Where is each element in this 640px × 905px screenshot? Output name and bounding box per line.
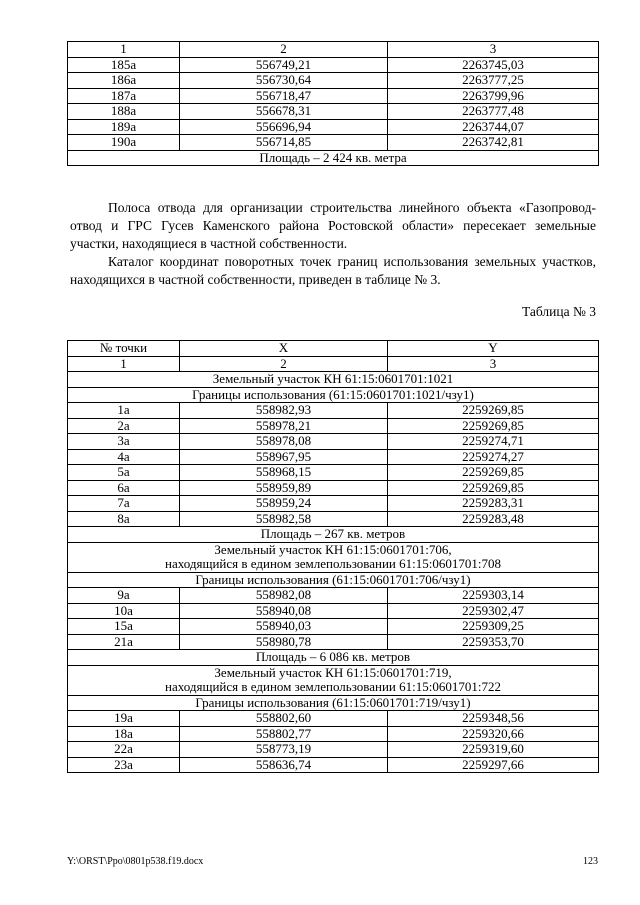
bounds-cell: Границы использования (61:15:0601701:719/чзу1) xyxy=(68,695,599,711)
y-coordinate-cell: 2263777,25 xyxy=(388,73,599,89)
area-cell: Площадь – 6 086 кв. метров xyxy=(68,650,599,666)
section-title: Земельный участок КН 61:15:0601701:719, xyxy=(214,665,452,680)
table-row xyxy=(68,511,599,527)
section-subtitle: находящийся в едином землепользовании 61:15:0601701:708 xyxy=(165,556,501,571)
area-row xyxy=(68,650,599,666)
table-row xyxy=(68,73,599,89)
x-coordinate-cell: 558802,77 xyxy=(180,726,388,742)
point-number-cell: 1а xyxy=(68,403,180,419)
table-row xyxy=(68,588,599,604)
column-number-row xyxy=(68,356,599,372)
footer-page-number: 123 xyxy=(583,856,598,867)
coordinates-table-3-body xyxy=(68,341,599,773)
x-coordinate-cell: 556730,64 xyxy=(180,73,388,89)
section-subtitle: находящийся в едином землепользовании 61:15:0601701:722 xyxy=(165,679,501,694)
x-coordinate-cell: 558773,19 xyxy=(180,742,388,758)
y-coordinate-cell: 2259319,60 xyxy=(388,742,599,758)
paragraph-catalog: Каталог координат поворотных точек границ использования земельных участков, находящихся в частной собственности, приведен в таблице № 3. xyxy=(70,254,596,287)
section-title-cell xyxy=(68,665,599,695)
table-row xyxy=(68,480,599,496)
x-coordinate-cell: 558978,21 xyxy=(180,418,388,434)
point-number-cell: 6а xyxy=(68,480,180,496)
bounds-cell: Границы использования (61:15:0601701:706/чзу1) xyxy=(68,572,599,588)
column-number-cell: 2 xyxy=(180,356,388,372)
bounds-row xyxy=(68,387,599,403)
x-coordinate-cell: 558982,93 xyxy=(180,403,388,419)
y-coordinate-cell: 2259353,70 xyxy=(388,634,599,650)
table-header-row xyxy=(68,341,599,357)
point-number-cell: 7а xyxy=(68,496,180,512)
point-number-cell: 2а xyxy=(68,418,180,434)
bounds-row xyxy=(68,572,599,588)
x-coordinate-cell: 556718,47 xyxy=(180,88,388,104)
header-cell-point-number: № точки xyxy=(68,341,180,357)
header-cell-y: Y xyxy=(388,341,599,357)
point-number-cell: 21а xyxy=(68,634,180,650)
point-number-cell: 8а xyxy=(68,511,180,527)
table-row xyxy=(68,619,599,635)
x-coordinate-cell: 556714,85 xyxy=(180,135,388,151)
table-caption: Таблица № 3 xyxy=(522,304,596,319)
y-coordinate-cell: 2259303,14 xyxy=(388,588,599,604)
point-number-cell: 3а xyxy=(68,434,180,450)
x-coordinate-cell: 558802,60 xyxy=(180,711,388,727)
table-row xyxy=(68,496,599,512)
y-coordinate-cell: 2259297,66 xyxy=(388,757,599,773)
y-coordinate-cell: 2259309,25 xyxy=(388,619,599,635)
column-number-cell: 1 xyxy=(68,356,180,372)
x-coordinate-cell: 556696,94 xyxy=(180,119,388,135)
point-number-cell: 185а xyxy=(68,57,180,73)
coordinates-table-continued xyxy=(67,41,599,166)
section-title-row xyxy=(68,542,599,572)
x-coordinate-cell: 558959,89 xyxy=(180,480,388,496)
point-number-cell: 18а xyxy=(68,726,180,742)
coordinates-table-3 xyxy=(67,340,599,773)
area-cell: Площадь – 2 424 кв. метра xyxy=(68,150,599,166)
y-coordinate-cell: 2259283,48 xyxy=(388,511,599,527)
point-number-cell: 189а xyxy=(68,119,180,135)
table-row xyxy=(68,88,599,104)
section-title-row xyxy=(68,665,599,695)
table-row xyxy=(68,403,599,419)
table-row xyxy=(68,465,599,481)
section-title-cell: Земельный участок КН 61:15:0601701:1021 xyxy=(68,372,599,388)
y-coordinate-cell: 2263745,03 xyxy=(388,57,599,73)
column-number-cell: 2 xyxy=(180,42,388,58)
y-coordinate-cell: 2263742,81 xyxy=(388,135,599,151)
x-coordinate-cell: 558978,08 xyxy=(180,434,388,450)
x-coordinate-cell: 558980,78 xyxy=(180,634,388,650)
x-coordinate-cell: 558967,95 xyxy=(180,449,388,465)
table-row xyxy=(68,418,599,434)
y-coordinate-cell: 2259269,85 xyxy=(388,465,599,481)
table-row xyxy=(68,449,599,465)
table-row xyxy=(68,726,599,742)
x-coordinate-cell: 558968,15 xyxy=(180,465,388,481)
y-coordinate-cell: 2263744,07 xyxy=(388,119,599,135)
point-number-cell: 9а xyxy=(68,588,180,604)
point-number-cell: 10а xyxy=(68,603,180,619)
table-row xyxy=(68,603,599,619)
point-number-cell: 23а xyxy=(68,757,180,773)
y-coordinate-cell: 2263777,48 xyxy=(388,104,599,120)
table-row xyxy=(68,711,599,727)
point-number-cell: 5а xyxy=(68,465,180,481)
bounds-cell: Границы использования (61:15:0601701:1021/чзу1) xyxy=(68,387,599,403)
table-row xyxy=(68,119,599,135)
bounds-row xyxy=(68,695,599,711)
table-row xyxy=(68,57,599,73)
x-coordinate-cell: 558940,08 xyxy=(180,603,388,619)
point-number-cell: 19а xyxy=(68,711,180,727)
column-number-cell: 3 xyxy=(388,356,599,372)
y-coordinate-cell: 2259348,56 xyxy=(388,711,599,727)
x-coordinate-cell: 558982,08 xyxy=(180,588,388,604)
x-coordinate-cell: 558982,58 xyxy=(180,511,388,527)
table-row xyxy=(68,742,599,758)
paragraph-intersection: Полоса отвода для организации строительства линейного объекта «Газопровод-отвод и ГРС Гусев Каменского района Ростовской области» пересекает земельные участки, находящиеся в частной собственности. xyxy=(70,200,596,251)
point-number-cell: 188а xyxy=(68,104,180,120)
y-coordinate-cell: 2259269,85 xyxy=(388,480,599,496)
footer-file-path: Y:\ORST\Ppo\0801p538.f19.docx xyxy=(67,856,204,867)
section-title-row xyxy=(68,372,599,388)
column-number-row xyxy=(68,42,599,58)
x-coordinate-cell: 558940,03 xyxy=(180,619,388,635)
y-coordinate-cell: 2259283,31 xyxy=(388,496,599,512)
area-cell: Площадь – 267 кв. метров xyxy=(68,527,599,543)
y-coordinate-cell: 2259274,71 xyxy=(388,434,599,450)
point-number-cell: 187а xyxy=(68,88,180,104)
column-number-cell: 3 xyxy=(388,42,599,58)
column-number-cell: 1 xyxy=(68,42,180,58)
point-number-cell: 4а xyxy=(68,449,180,465)
area-row xyxy=(68,150,599,166)
x-coordinate-cell: 558959,24 xyxy=(180,496,388,512)
y-coordinate-cell: 2259320,66 xyxy=(388,726,599,742)
area-row xyxy=(68,527,599,543)
y-coordinate-cell: 2259269,85 xyxy=(388,403,599,419)
section-title: Земельный участок КН 61:15:0601701:706, xyxy=(214,542,452,557)
table-row xyxy=(68,104,599,120)
point-number-cell: 186а xyxy=(68,73,180,89)
table-row xyxy=(68,135,599,151)
point-number-cell: 15а xyxy=(68,619,180,635)
table-row xyxy=(68,634,599,650)
header-cell-x: X xyxy=(180,341,388,357)
point-number-cell: 190а xyxy=(68,135,180,151)
point-number-cell: 22а xyxy=(68,742,180,758)
y-coordinate-cell: 2259274,27 xyxy=(388,449,599,465)
section-title-cell xyxy=(68,542,599,572)
x-coordinate-cell: 556678,31 xyxy=(180,104,388,120)
y-coordinate-cell: 2259302,47 xyxy=(388,603,599,619)
y-coordinate-cell: 2263799,96 xyxy=(388,88,599,104)
coordinates-table-continued-body xyxy=(68,42,599,166)
table-row xyxy=(68,757,599,773)
table-row xyxy=(68,434,599,450)
x-coordinate-cell: 558636,74 xyxy=(180,757,388,773)
x-coordinate-cell: 556749,21 xyxy=(180,57,388,73)
y-coordinate-cell: 2259269,85 xyxy=(388,418,599,434)
